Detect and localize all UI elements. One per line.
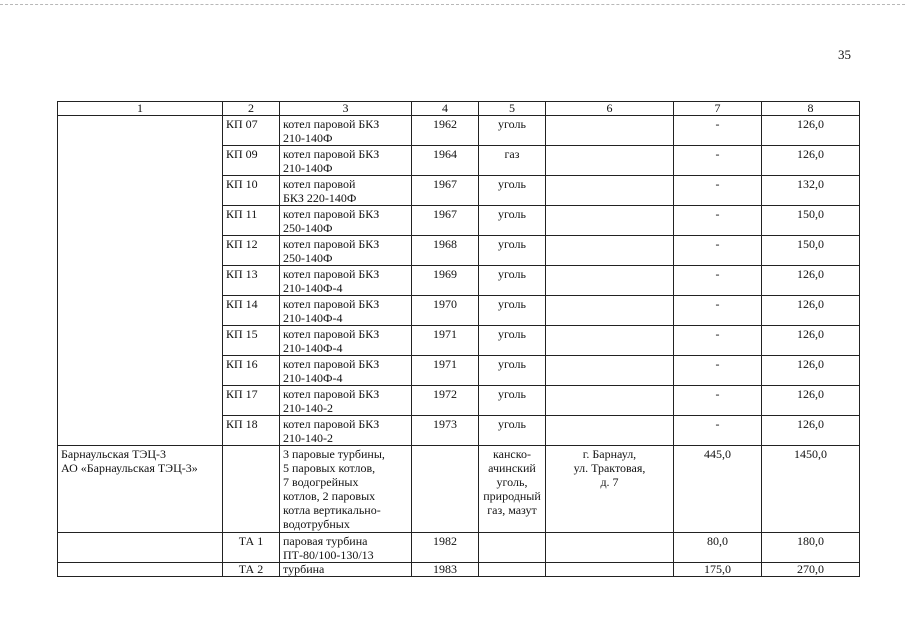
header-cell: 1: [58, 102, 223, 116]
station-fuel-cell: [479, 446, 546, 533]
station-name-cell: [58, 446, 223, 533]
col7-cell: 175,0: [674, 563, 762, 577]
col8-cell: 270,0: [762, 563, 860, 577]
col8-cell: 126,0: [762, 416, 860, 446]
col7-cell: -: [674, 236, 762, 266]
equipment-line: 7 водогрейных: [283, 475, 359, 489]
equipment-line: котел паровой БКЗ: [283, 327, 380, 341]
col7-cell: -: [674, 296, 762, 326]
unit-code: КП 12: [223, 236, 280, 266]
col7-cell: -: [674, 146, 762, 176]
fuel-cell: уголь: [479, 296, 546, 326]
equipment-line: 210-140Ф: [283, 161, 333, 175]
equipment-table: [57, 101, 860, 577]
col6-cell: [546, 386, 674, 416]
col7-cell: 445,0: [674, 446, 762, 533]
col6-cell: [546, 146, 674, 176]
equipment-line: БКЗ 220-140Ф: [283, 191, 357, 205]
equipment-line: ПТ-80/100-130/13: [283, 548, 374, 562]
col7-cell: -: [674, 356, 762, 386]
fuel-cell: уголь: [479, 386, 546, 416]
equipment-line: 3 паровые турбины,: [283, 447, 385, 461]
col8-cell: 150,0: [762, 236, 860, 266]
fuel-cell: газ: [479, 146, 546, 176]
year-cell: 1970: [412, 296, 479, 326]
equipment-line: котел паровой: [283, 177, 356, 191]
equipment-line: 250-140Ф: [283, 251, 333, 265]
fuel-line: газ, мазут: [487, 503, 537, 517]
equipment-line: котел паровой БКЗ: [283, 297, 380, 311]
equipment-cell: [280, 356, 412, 386]
year-cell: 1971: [412, 326, 479, 356]
year-cell: 1973: [412, 416, 479, 446]
col7-cell: -: [674, 386, 762, 416]
col8-cell: 126,0: [762, 146, 860, 176]
equipment-line: 210-140-2: [283, 431, 333, 445]
turbine-row: [58, 533, 860, 563]
fuel-cell-empty: [479, 563, 546, 577]
year-cell: 1962: [412, 116, 479, 146]
year-cell-empty: [412, 446, 479, 533]
col6-cell: [546, 533, 674, 563]
fuel-cell: уголь: [479, 206, 546, 236]
col8-cell: 126,0: [762, 386, 860, 416]
equipment-cell: [280, 176, 412, 206]
unit-code: КП 13: [223, 266, 280, 296]
header-cell: 4: [412, 102, 479, 116]
col6-cell: [546, 326, 674, 356]
year-cell: 1971: [412, 356, 479, 386]
col8-cell: 126,0: [762, 266, 860, 296]
header-cell: 5: [479, 102, 546, 116]
address-line: д. 7: [600, 475, 619, 489]
col8-cell: 132,0: [762, 176, 860, 206]
fuel-cell: уголь: [479, 266, 546, 296]
station-owner: АО «Барнаульская ТЭЦ-3»: [61, 461, 198, 475]
equipment-line: котел паровой БКЗ: [283, 117, 380, 131]
equipment-line: котел паровой БКЗ: [283, 237, 380, 251]
fuel-cell: уголь: [479, 176, 546, 206]
equipment-line: водотрубных: [283, 517, 350, 531]
station-name: Барнаульская ТЭЦ-3: [61, 447, 167, 461]
col7-cell: -: [674, 326, 762, 356]
unit-code: КП 14: [223, 296, 280, 326]
equipment-line: котел паровой БКЗ: [283, 267, 380, 281]
header-cell: 3: [280, 102, 412, 116]
year-cell: 1969: [412, 266, 479, 296]
equipment-line: котел паровой БКЗ: [283, 207, 380, 221]
unit-code: КП 10: [223, 176, 280, 206]
col6-cell: [546, 416, 674, 446]
fuel-cell: уголь: [479, 356, 546, 386]
address-line: ул. Трактовая,: [573, 461, 646, 475]
equipment-line: котла вертикально-: [283, 503, 381, 517]
equipment-line: котел паровой БКЗ: [283, 147, 380, 161]
equipment-cell: [280, 296, 412, 326]
year-cell: 1982: [412, 533, 479, 563]
fuel-line: ачинский: [488, 461, 536, 475]
col6-cell: [546, 176, 674, 206]
turbine-row: [58, 563, 860, 577]
equipment-cell: [280, 116, 412, 146]
fuel-line: природный: [483, 489, 541, 503]
col8-cell: 126,0: [762, 326, 860, 356]
equipment-line: 210-140Ф: [283, 131, 333, 145]
equipment-cell: [280, 326, 412, 356]
unit-code: КП 09: [223, 146, 280, 176]
station-cell-empty: [58, 533, 223, 563]
equipment-line: котел паровой БКЗ: [283, 357, 380, 371]
equipment-line: 210-140Ф-4: [283, 311, 343, 325]
header-cell: 8: [762, 102, 860, 116]
header-cell: 2: [223, 102, 280, 116]
scan-edge-line: [0, 4, 905, 5]
col7-cell: -: [674, 416, 762, 446]
fuel-cell-empty: [479, 533, 546, 563]
equipment-cell: [280, 206, 412, 236]
unit-code: ТА 2: [223, 563, 280, 577]
page-number: 35: [838, 47, 851, 62]
equipment-line: 210-140-2: [283, 401, 333, 415]
station-address-cell: [546, 446, 674, 533]
fuel-cell: уголь: [479, 326, 546, 356]
col8-cell: 126,0: [762, 296, 860, 326]
col6-cell: [546, 206, 674, 236]
equipment-cell: [280, 533, 412, 563]
col6-cell: [546, 563, 674, 577]
unit-code: КП 07: [223, 116, 280, 146]
fuel-cell: уголь: [479, 116, 546, 146]
equipment-line: котел паровой БКЗ: [283, 387, 380, 401]
equipment-cell: [280, 416, 412, 446]
unit-code: КП 15: [223, 326, 280, 356]
equipment-line: 250-140Ф: [283, 221, 333, 235]
year-cell: 1968: [412, 236, 479, 266]
equipment-line: котлов, 2 паровых: [283, 489, 376, 503]
year-cell: 1983: [412, 563, 479, 577]
station-row: [58, 446, 860, 533]
fuel-line: канско-: [493, 447, 531, 461]
col6-cell: [546, 116, 674, 146]
col8-cell: 126,0: [762, 116, 860, 146]
equipment-cell: [280, 236, 412, 266]
equipment-cell: турбина: [280, 563, 412, 577]
table-row: [58, 116, 860, 146]
year-cell: 1967: [412, 206, 479, 236]
station-cell-empty: [58, 116, 223, 446]
year-cell: 1967: [412, 176, 479, 206]
unit-code: КП 16: [223, 356, 280, 386]
equipment-cell: [280, 266, 412, 296]
equipment-line: 210-140Ф-4: [283, 341, 343, 355]
year-cell: 1964: [412, 146, 479, 176]
col8-cell: 1450,0: [762, 446, 860, 533]
station-cell-empty: [58, 563, 223, 577]
equipment-line: паровая турбина: [283, 534, 368, 548]
col7-cell: -: [674, 206, 762, 236]
col6-cell: [546, 296, 674, 326]
equipment-line: 210-140Ф-4: [283, 371, 343, 385]
year-cell: 1972: [412, 386, 479, 416]
equipment-line: 210-140Ф-4: [283, 281, 343, 295]
col6-cell: [546, 356, 674, 386]
unit-code: КП 11: [223, 206, 280, 236]
equipment-cell: [280, 386, 412, 416]
header-row: [58, 102, 860, 116]
col8-cell: 150,0: [762, 206, 860, 236]
col7-cell: -: [674, 266, 762, 296]
station-equipment-cell: [280, 446, 412, 533]
col8-cell: 126,0: [762, 356, 860, 386]
unit-code: КП 18: [223, 416, 280, 446]
col6-cell: [546, 266, 674, 296]
code-cell-empty: [223, 446, 280, 533]
equipment-cell: [280, 146, 412, 176]
col6-cell: [546, 236, 674, 266]
col7-cell: -: [674, 116, 762, 146]
unit-code: КП 17: [223, 386, 280, 416]
header-cell: 6: [546, 102, 674, 116]
col8-cell: 180,0: [762, 533, 860, 563]
equipment-line: 5 паровых котлов,: [283, 461, 376, 475]
fuel-cell: уголь: [479, 416, 546, 446]
header-cell: 7: [674, 102, 762, 116]
col7-cell: -: [674, 176, 762, 206]
fuel-cell: уголь: [479, 236, 546, 266]
equipment-line: котел паровой БКЗ: [283, 417, 380, 431]
fuel-line: уголь,: [496, 475, 528, 489]
col7-cell: 80,0: [674, 533, 762, 563]
unit-code: ТА 1: [223, 533, 280, 563]
address-line: г. Барнаул,: [582, 447, 637, 461]
